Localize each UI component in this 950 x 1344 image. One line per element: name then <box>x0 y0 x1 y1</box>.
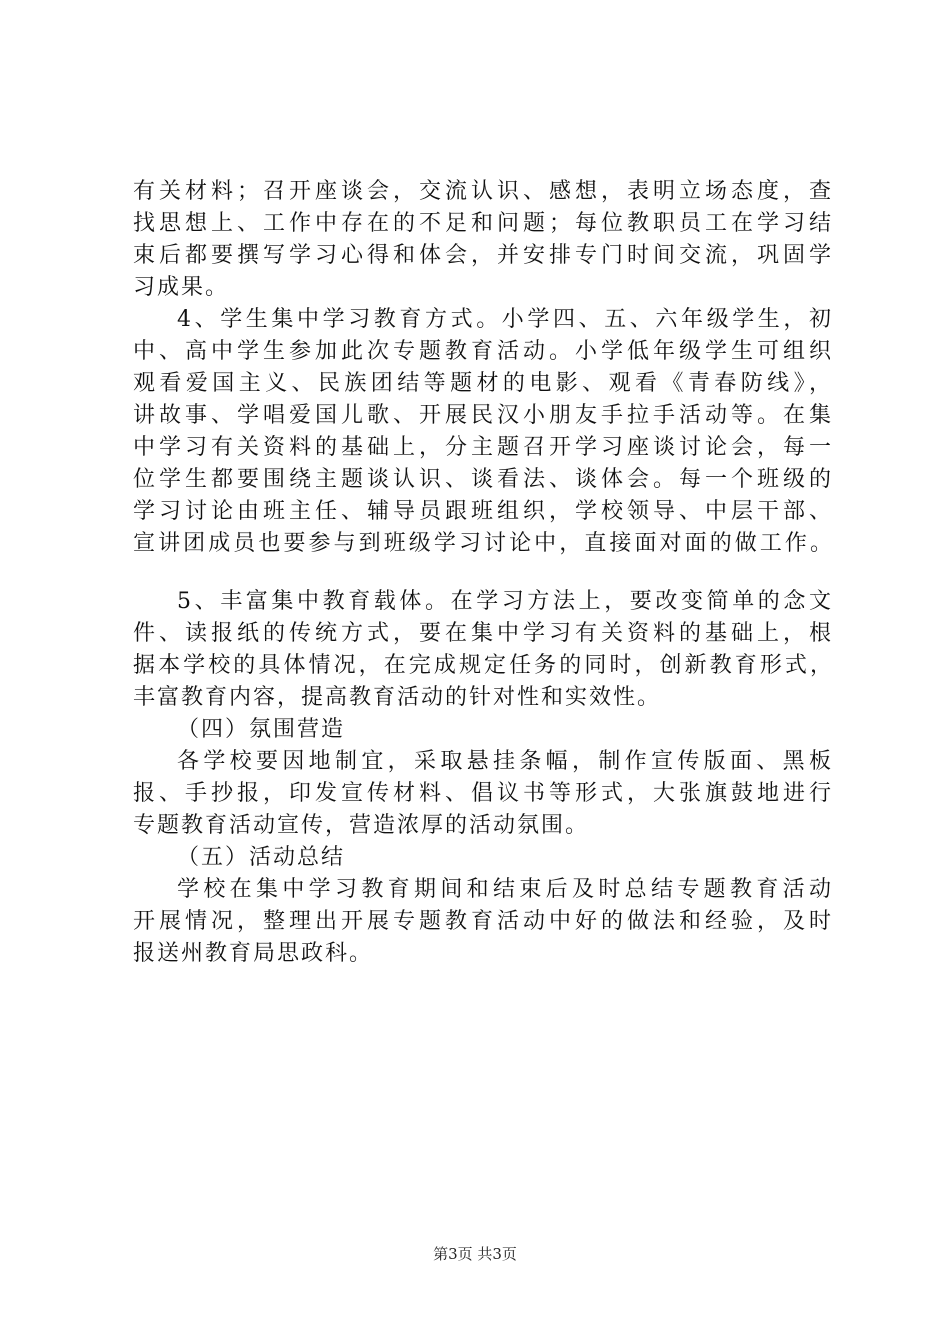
page-number-footer: 第3页 共3页 <box>433 1245 517 1263</box>
paragraph-gap <box>133 560 833 586</box>
section-heading-atmosphere: （四）氛围营造 <box>177 717 346 742</box>
body-text-line: 学习讨论由班主任、辅导员跟班组织，学校领导、中层干部、 <box>133 499 833 524</box>
body-text-line: 观看爱国主义、民族团结等题材的电影、观看《青春防线》， <box>133 371 833 396</box>
document-body <box>133 176 833 970</box>
body-text-line: 专题教育活动宣传，营造浓厚的活动氛围。 <box>133 813 590 838</box>
section-heading-summary: （五）活动总结 <box>177 845 346 870</box>
body-text-line: 据本学校的具体情况，在完成规定任务的同时，创新教育形式， <box>133 653 833 678</box>
body-text-line: 件、读报纸的传统方式，要在集中学习有关资料的基础上，根 <box>133 621 833 646</box>
body-text-line: 开展情况，整理出开展专题教育活动中好的做法和经验，及时 <box>133 909 833 934</box>
body-text-line: 宣讲团成员也要参与到班级学习讨论中，直接面对面的做工作。 <box>133 531 833 556</box>
body-text-line: 束后都要撰写学习心得和体会，并安排专门时间交流，巩固学 <box>133 243 833 268</box>
body-text-line: 丰富教育内容，提高教育活动的针对性和实效性。 <box>133 685 662 710</box>
body-text-line: 中学习有关资料的基础上，分主题召开学习座谈讨论会，每一 <box>133 435 833 460</box>
body-text-line: 各学校要因地制宜，采取悬挂条幅，制作宣传版面、黑板 <box>177 749 833 774</box>
body-text-line: 位学生都要围绕主题谈认识、谈看法、谈体会。每一个班级的 <box>133 467 833 492</box>
body-text-line: 中、高中学生参加此次专题教育活动。小学低年级学生可组织 <box>133 339 833 364</box>
body-text-line: 报送州教育局思政科。 <box>133 941 374 966</box>
list-item-4-first-line: 4、学生集中学习教育方式。小学四、五、六年级学生，初 <box>177 307 833 332</box>
body-text-line: 报、手抄报，印发宣传材料、倡议书等形式，大张旗鼓地进行 <box>133 781 833 806</box>
body-text-line: 有关材料；召开座谈会，交流认识、感想，表明立场态度，查 <box>133 179 833 204</box>
body-text-line: 讲故事、学唱爱国儿歌、开展民汉小朋友手拉手活动等。在集 <box>133 403 833 428</box>
body-text-line: 习成果。 <box>133 275 230 300</box>
list-item-5-first-line: 5、丰富集中教育载体。在学习方法上，要改变简单的念文 <box>177 589 833 614</box>
body-text-line: 找思想上、工作中存在的不足和问题；每位教职员工在学习结 <box>133 211 833 236</box>
body-text-line: 学校在集中学习教育期间和结束后及时总结专题教育活动 <box>177 877 833 902</box>
